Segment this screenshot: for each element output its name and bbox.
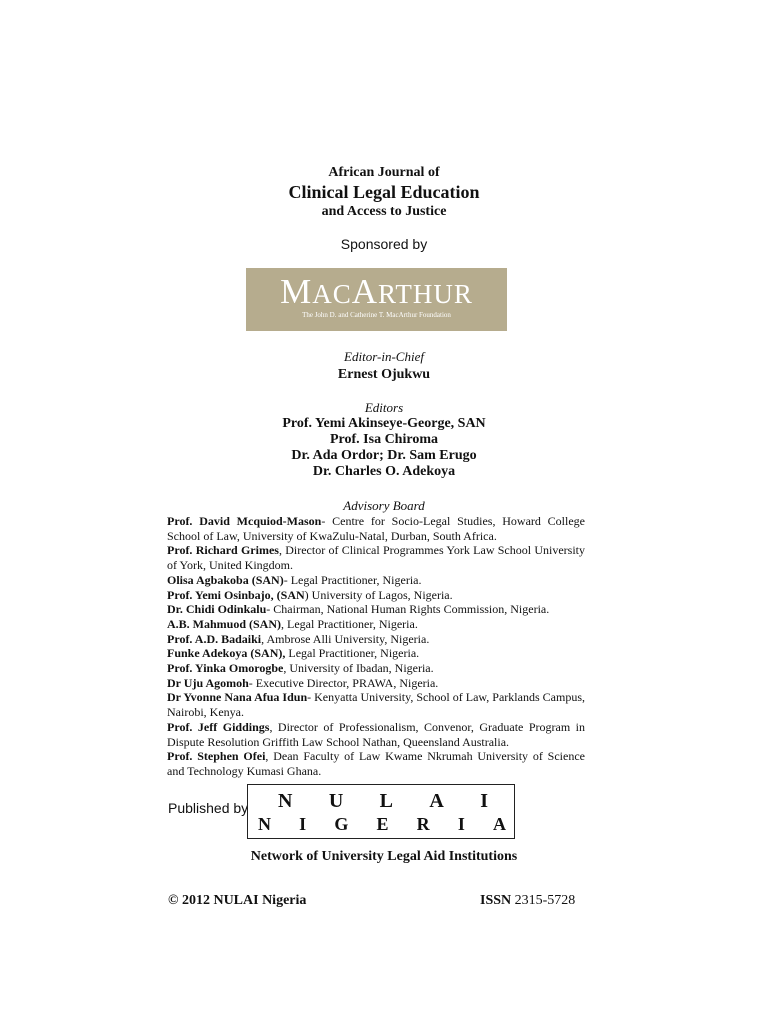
member-name: Prof. Yemi Osinbajo, (SAN [167,587,305,602]
member-details: ) University of Lagos, Nigeria. [304,587,453,602]
advisory-member [167,588,585,603]
member-details: , Director of Professionalism, Convenor, Graduate Program in Dispute Resolution Griffith Law School Nathan, Queensland Australia. [167,719,585,749]
advisory-member [167,749,585,778]
member-name: Dr Yvonne Nana Afua Idun [167,690,308,705]
publisher-full-name: Network of University Legal Aid Institutions [250,849,518,864]
sponsored-by-label: Sponsored by [340,236,428,252]
member-name: Prof. Richard Grimes [167,543,279,558]
advisory-member [167,602,585,617]
logo-letter: R [416,814,430,834]
advisory-member [167,617,585,632]
advisory-member [167,632,585,647]
member-name: Dr Uju Agomoh [167,675,249,690]
macarthur-logo [246,268,507,331]
member-details: - Legal Practitioner, Nigeria. [283,572,422,587]
member-details: , Dean Faculty of Law Kwame Nkrumah University of Science and Technology Kumasi Ghana. [167,749,585,778]
nigeria-wordmark [258,814,506,834]
nulai-wordmark [278,790,488,812]
issn-number [480,893,575,909]
member-name: Funke Adekoya (SAN), [167,646,286,661]
member-name: Prof. David Mcquiod-Mason [167,514,322,528]
logo-letter: I [457,814,465,834]
journal-name-line1: African Journal of [328,165,440,180]
logo-letter: N [258,814,271,834]
editor-name: Dr. Charles O. Adekoya [312,464,456,479]
logo-letter: A [493,814,506,834]
logo-tagline: The John D. and Catherine T. MacArthur Foundation [302,311,451,319]
member-name: Olisa Agbakoba (SAN) [167,572,284,587]
member-name: Dr. Chidi Odinkalu [167,602,267,617]
advisory-member [167,543,585,572]
advisory-member [167,661,585,676]
journal-title: Clinical Legal Education [288,182,480,202]
editor-in-chief-name: Ernest Ojukwu [337,367,431,382]
member-details: , University of Ibadan, Nigeria. [283,661,434,676]
logo-letter: I [299,814,307,834]
editor-in-chief-label: Editor-in-Chief [344,349,424,364]
advisory-member [167,676,585,691]
member-name: Prof. A.D. Badaiki [167,631,262,646]
member-details: Legal Practitioner, Nigeria. [285,646,420,661]
member-details: , Ambrose Alli University, Nigeria. [261,631,430,646]
editor-name: Prof. Isa Chiroma [330,432,438,447]
logo-letter: U [328,790,344,812]
advisory-member [167,720,585,749]
editor-name: Prof. Yemi Akinseye-George, SAN [282,416,486,431]
advisory-board-list [167,514,585,779]
advisory-member [167,514,585,543]
member-details: - Kenyatta University, School of Law, Parklands Campus, Nairobi, Kenya. [167,690,585,720]
member-name: Prof. Stephen Ofei [167,749,266,764]
logo-letter: L [379,790,393,812]
member-name: Prof. Yinka Omorogbe [167,661,284,676]
member-details: , Legal Practitioner, Nigeria. [281,616,418,631]
logo-letter: N [278,790,293,812]
editor-name: Dr. Ada Ordor; Dr. Sam Erugo [291,448,477,463]
advisory-board-label: Advisory Board [343,498,425,513]
member-details: - Chairman, National Human Rights Commission, Nigeria. [266,602,550,617]
published-by-label: Published by [168,800,249,816]
logo-letter: E [376,814,389,834]
advisory-member [167,573,585,588]
copyright-notice: © 2012 NULAI Nigeria [168,893,307,908]
issn-value: 2315-5728 [514,893,576,908]
editors-label: Editors [364,400,404,415]
journal-name-line3: and Access to Justice [321,204,447,219]
member-details: - Centre for Socio-Legal Studies, Howard College School of Law, University of KwaZulu-Natal, Durban, South Africa. [167,514,585,543]
advisory-member [167,690,585,719]
logo-wordmark: MACARTHUR [280,272,473,311]
logo-letter: I [480,790,488,812]
logo-letter: G [334,814,349,834]
member-details: - Executive Director, PRAWA, Nigeria. [248,675,439,690]
member-name: Prof. Jeff Giddings [167,719,270,734]
logo-letter: A [429,790,444,812]
nulai-logo-box [247,784,515,839]
member-details: , Director of Clinical Programmes York Law School University of York, United Kingdom. [167,543,585,573]
advisory-member [167,646,585,661]
member-name: A.B. Mahmuod (SAN) [167,616,282,631]
issn-label: ISSN [480,893,512,908]
